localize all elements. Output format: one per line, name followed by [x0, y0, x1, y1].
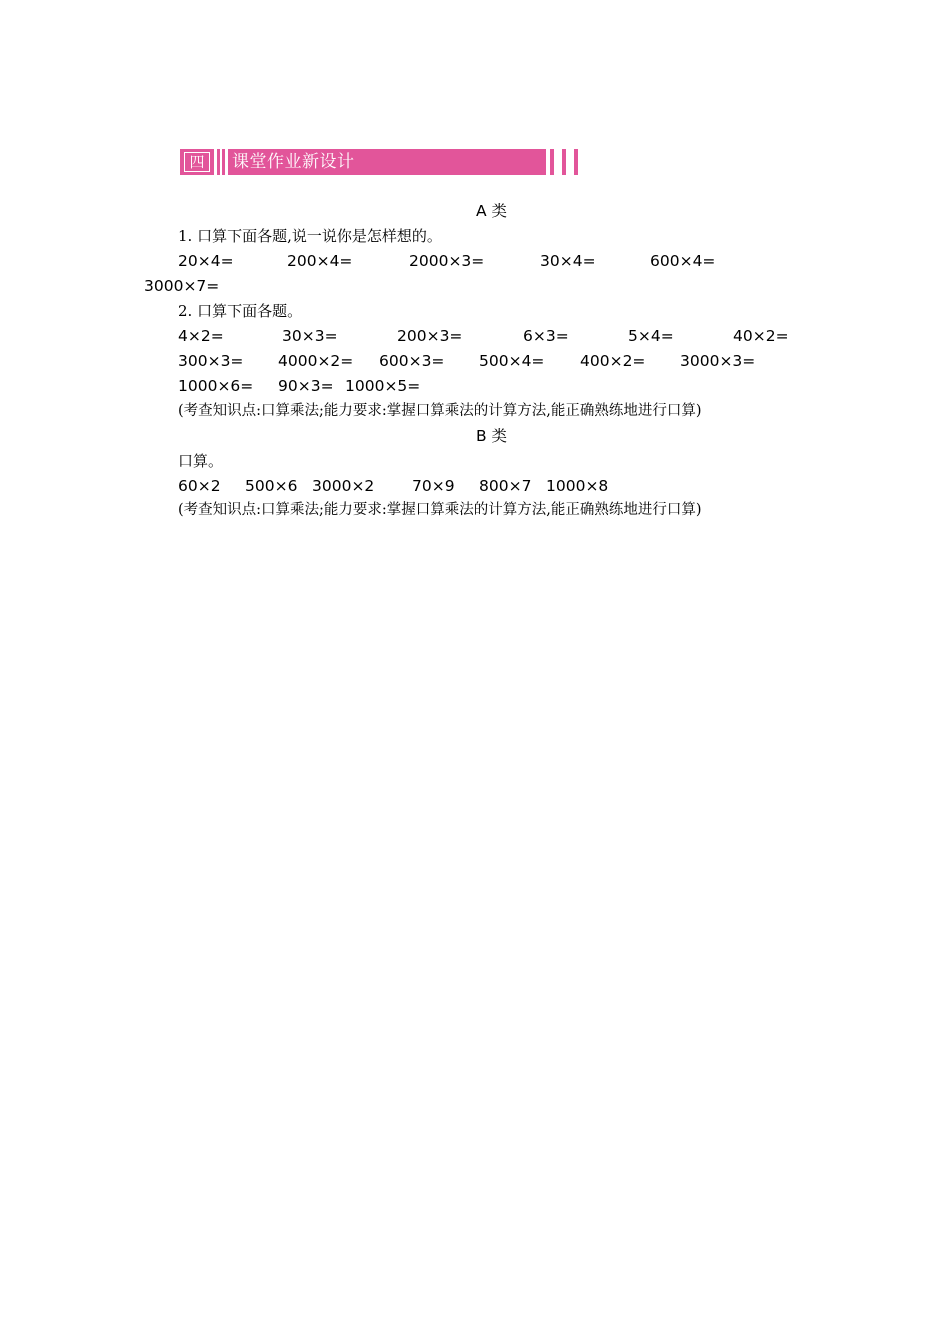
banner-title: 课堂作业新设计 — [232, 152, 355, 172]
section-b-heading: B 类 — [476, 427, 508, 445]
section-a-heading: A 类 — [476, 202, 508, 220]
banner-title-box — [228, 149, 546, 175]
q2-item: 90×3= — [278, 377, 334, 395]
q1-item: 20×4= — [178, 252, 234, 270]
q2-item: 1000×6= — [178, 377, 254, 395]
banner-divider — [217, 149, 220, 175]
banner-divider — [562, 149, 566, 175]
section-b-note: (考查知识点:口算乘法;能力要求:掌握口算乘法的计算方法,能正确熟练地进行口算) — [178, 502, 702, 518]
b-item: 800×7 — [479, 477, 532, 495]
q1-item: 30×4= — [540, 252, 596, 270]
banner-number: 四 — [184, 152, 210, 172]
q2-item: 200×3= — [397, 327, 463, 345]
q1-item: 2000×3= — [409, 252, 485, 270]
question-1-label: 1. 口算下面各题,说一说你是怎样想的。 — [178, 227, 442, 245]
q2-item: 1000×5= — [345, 377, 421, 395]
b-item: 60×2 — [178, 477, 221, 495]
b-item: 1000×8 — [546, 477, 609, 495]
q2-item: 4×2= — [178, 327, 224, 345]
q2-item: 600×3= — [379, 352, 445, 370]
banner-divider — [574, 149, 578, 175]
q1-item: 600×4= — [650, 252, 716, 270]
question-2-label: 2. 口算下面各题。 — [178, 302, 303, 320]
section-b-label: 口算。 — [178, 452, 224, 470]
banner-divider — [222, 149, 225, 175]
banner-divider — [550, 149, 554, 175]
q1-item: 3000×7= — [144, 277, 220, 295]
q1-item: 200×4= — [287, 252, 353, 270]
q2-item: 3000×3= — [680, 352, 756, 370]
q2-item: 500×4= — [479, 352, 545, 370]
q2-item: 40×2= — [733, 327, 789, 345]
q2-item: 30×3= — [282, 327, 338, 345]
section-banner — [180, 149, 402, 175]
q2-item: 5×4= — [628, 327, 674, 345]
banner-number-box — [180, 149, 214, 175]
q2-item: 300×3= — [178, 352, 244, 370]
q2-item: 4000×2= — [278, 352, 354, 370]
b-item: 500×6 — [245, 477, 298, 495]
section-a-note: (考查知识点:口算乘法;能力要求:掌握口算乘法的计算方法,能正确熟练地进行口算) — [178, 403, 702, 419]
q2-item: 6×3= — [523, 327, 569, 345]
q2-item: 400×2= — [580, 352, 646, 370]
b-item: 70×9 — [412, 477, 455, 495]
b-item: 3000×2 — [312, 477, 375, 495]
